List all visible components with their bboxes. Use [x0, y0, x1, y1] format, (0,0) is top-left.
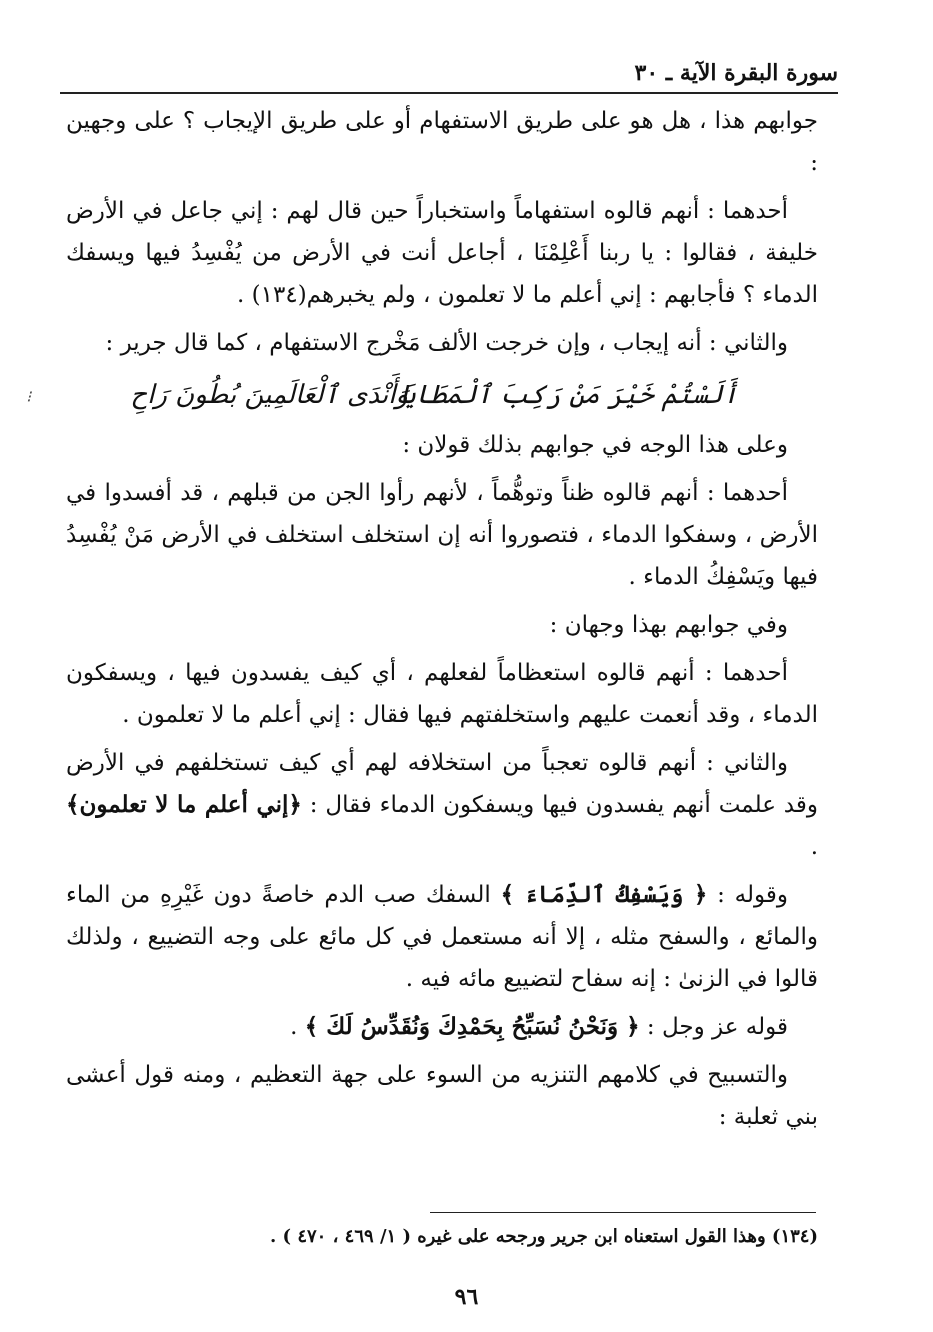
paragraph-text: والثاني : أنهم قالوه تعجباً من استخلافه لهم أي كيف تستخلفهم في الأرض وقد علمت أنهم يفسدون فيها ويسفكون الدماء فقال :	[66, 750, 818, 818]
quran-quote: ﴿إني أعلم ما لا تعلمون﴾	[66, 791, 302, 818]
paragraph-text: السفك صب الدم خاصةً دون غَيْرِهِ من الماء والمائع ، والسفح مثله ، إلا أنه مستعمل في كل مائع على وجه التضييع ، ولذلك قالوا في الزنىٰ : إنه سفاح لتضييع مائه فيه .	[66, 882, 818, 992]
paragraph: وعلى هذا الوجه في جوابهم بذلك قولان :	[402, 432, 788, 458]
paragraph-text: قوله عز وجل :	[639, 1014, 788, 1040]
verse-second-hemistich: وَأَنْدَى ٱلْعَالَمِينَ بُطُونَ رَاحِ	[130, 380, 408, 410]
paragraph	[66, 1006, 818, 1048]
paragraph-text: .	[810, 834, 818, 860]
paragraph: أحدهما : أنهم قالوه استعظاماً لفعلهم ، أي كيف يفسدون فيها ، ويسفكون الدماء ، وقد أنعمت عليهم واستخلفتهم فيها فقال : إني أعلم ما لا تعلمون .	[66, 660, 818, 728]
paragraph: أحدهما : أنهم قالوه ظناً وتوهُّماً ، لأنهم رأوا الجن من قبلهم ، قد أفسدوا في الأرض ، وسفكوا الدماء ، فتصوروا أنه إن استخلف استخلف في الأرض مَنْ يُفْسِدُ فيها ويَسْفِكُ الدماء .	[66, 480, 818, 590]
footnote: (١٣٤) وهذا القول استعناه ابن جرير ورجحه على غيره ( ١/ ٤٦٩ ، ٤٧٠ ) .	[269, 1226, 818, 1247]
paragraph	[66, 742, 818, 868]
poetry-verse	[26, 370, 818, 422]
quran-quote: ﴿ وَنَحْنُ نُسَبِّحُ بِحَمْدِكَ وَنُقَدِّسُ لَكَ ﴾	[304, 1013, 640, 1040]
paragraph: والثاني : أنه إيجاب ، وإن خرجت الألف مَخْرج الاستفهام ، كما قال جرير :	[105, 330, 788, 356]
quran-quote: ﴿ وَيَسْفِكُ ٱلدِّمَاءَ ﴾	[500, 881, 708, 908]
body-text	[26, 100, 819, 1144]
running-header	[60, 58, 838, 94]
paragraph: أحدهما : أنهم قالوه استفهاماً واستخباراً حين قال لهم : إني جاعل في الأرض خليفة ، فقالوا : يا ربنا أَعْلِمْنَا ، أجاعل أنت في الأرض من يُفْسِدُ فيها ويسفك الدماء ؟ فأجابهم : إني أعلم ما لا تعلمون ، ولم يخبرهم(١٣٤) .	[66, 198, 818, 308]
paragraph-text: .	[290, 1014, 305, 1040]
paragraph: والتسبيح في كلامهم التنزيه من السوء على جهة التعظيم ، ومنه قول أعشى بني ثعلبة :	[66, 1062, 818, 1130]
paragraph-text: وقوله :	[707, 882, 788, 908]
page-number: ٩٦	[454, 1284, 479, 1310]
header-title: سورة البقرة الآية ـ ٣٠	[634, 60, 838, 86]
footnote-divider	[430, 1212, 816, 1213]
paragraph: وفي جوابهم بهذا وجهان :	[549, 612, 788, 638]
margin-mark: ⁝	[26, 387, 32, 406]
paragraph: جوابهم هذا ، هل هو على طريق الاستفهام أو على طريق الإيجاب ؟ على وجهين :	[66, 108, 819, 176]
paragraph	[66, 874, 818, 1000]
verse-first-hemistich: أَلَسْتُمْ خَيْرَ مَنْ رَكِبَ ٱلْمَطَايَا	[400, 380, 738, 410]
